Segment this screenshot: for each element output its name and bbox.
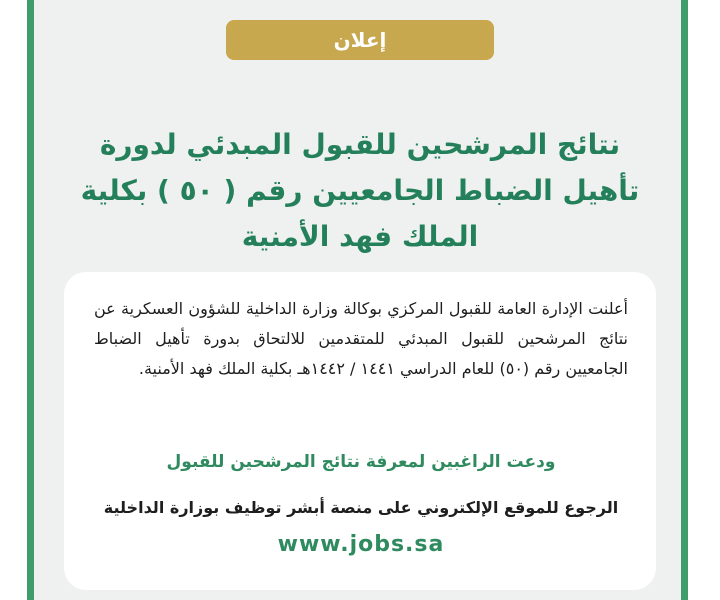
- invite-text: ودعت الراغبين لمعرفة نتائج المرشحين للقبول: [166, 452, 556, 472]
- badge-label: إعلان: [333, 28, 387, 52]
- announcement-body: أعلنت الإدارة العامة للقبول المركزي بوكالة وزارة الداخلية للشؤون العسكرية عن نتائج المرشحين للقبول المبدئي للمتقدمين للالتحاق بدورة تأهيل الضباط الجامعيين رقم (٥٠) للعام الدراسي ١٤٤١ / ١٤٤٢هـ بكلية الملك فهد الأمنية.: [94, 299, 628, 378]
- announcement-title: نتائج المرشحين للقبول المبدئي لدورة تأهيل الضباط الجامعيين رقم ( ٥٠ ) بكلية الملك فهد الأمنية: [80, 128, 640, 253]
- announcement-badge: [226, 20, 494, 60]
- refer-text: الرجوع للموقع الإلكتروني على منصة أبشر توظيف بوزارة الداخلية: [103, 498, 619, 517]
- right-border-stripe: [681, 0, 688, 600]
- announcement-card: [64, 272, 656, 590]
- left-border-stripe: [27, 0, 34, 600]
- website-link[interactable]: www.jobs.sa: [277, 532, 445, 557]
